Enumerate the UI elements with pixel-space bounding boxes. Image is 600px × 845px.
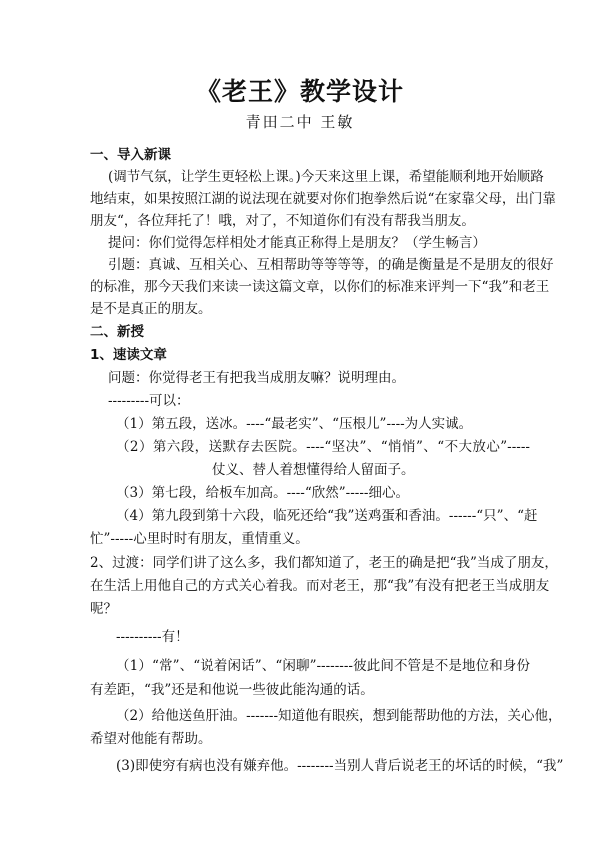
- list-item: （1）第五段，送冰。----“最老实”、“压根儿”----为人实诚。: [116, 416, 473, 432]
- list-item-continuation: 仗义、替人着想懂得给人留面子。: [212, 462, 415, 478]
- paragraph-line: 提问：你们觉得怎样相处才能真正称得上是朋友？（学生畅言）: [108, 235, 486, 251]
- list-item-continuation: 忙”-----心里时时有朋友，重情重义。: [90, 531, 309, 547]
- list-item: （3）第七段，给板车加高。----“欣然”-----细心。: [116, 485, 409, 501]
- author-line: 青田二中 王敏: [245, 113, 355, 131]
- paragraph-line: 在生活上用他自己的方式关心着我。而对老王，那“我”有没有把老王当成朋友: [90, 578, 550, 594]
- paragraph-line: ---------可以：: [108, 393, 190, 409]
- paragraph-line: 引题：真诚、互相关心、互相帮助等等等等，的确是衡量是不是朋友的很好: [108, 257, 554, 273]
- paragraph-line: 朋友“，各位拜托了！哦，对了，不知道你们有没有帮我当朋友。: [90, 213, 475, 229]
- list-item: (3)即使穷有病也没有嫌弃他。--------当别人背后说老王的坏话的时候，“我”: [116, 758, 564, 774]
- list-item: （2）给他送鱼肝油。-------知道他有眼疾，想到能帮助他的方法，关心他，: [116, 708, 562, 724]
- section-heading: 一、导入新课: [90, 147, 171, 163]
- list-item-continuation: 希望对他能有帮助。: [90, 731, 212, 747]
- list-item: （1）“常”、“说着闲话”、“闲聊”--------彼此间不管是不是地位和身份: [116, 658, 530, 674]
- list-item: （4）第九段到第十六段，临死还给“我”送鸡蛋和香油。------“只”、“赶: [116, 508, 538, 524]
- list-item: （2）第六段，送默存去医院。----“坚决”、“悄悄”、“不大放心”-----: [116, 439, 530, 455]
- paragraph-line: 的标准，那今天我们来读一读这篇文章，以你们的标准来评判一下“我”和老王: [90, 279, 550, 295]
- paragraph-line: 是不是真正的朋友。: [90, 301, 212, 317]
- paragraph-line: 呢？: [90, 601, 117, 617]
- paragraph-line: 地结束，如果按照江湖的说法现在就要对你们抱拳然后说“在家靠父母，出门靠: [90, 191, 556, 207]
- document-title: 《老王》教学设计: [195, 77, 404, 106]
- paragraph-line: 2、过渡：同学们讲了这么多，我们都知道了，老王的确是把“我”当成了朋友，: [90, 555, 558, 571]
- section-heading: 二、新授: [90, 324, 144, 340]
- subsection-heading: 1、速读文章: [90, 347, 167, 363]
- list-item-continuation: 有差距，“我”还是和他说一些彼此能沟通的话。: [90, 682, 374, 698]
- paragraph-line: ----------有！: [116, 629, 189, 645]
- paragraph-line: 问题：你觉得老王有把我当成朋友嘛？说明理由。: [108, 370, 405, 386]
- paragraph-line: (调节气氛，让学生更轻松上课。)今天来这里上课，希望能顺利地开始顺路: [108, 169, 544, 185]
